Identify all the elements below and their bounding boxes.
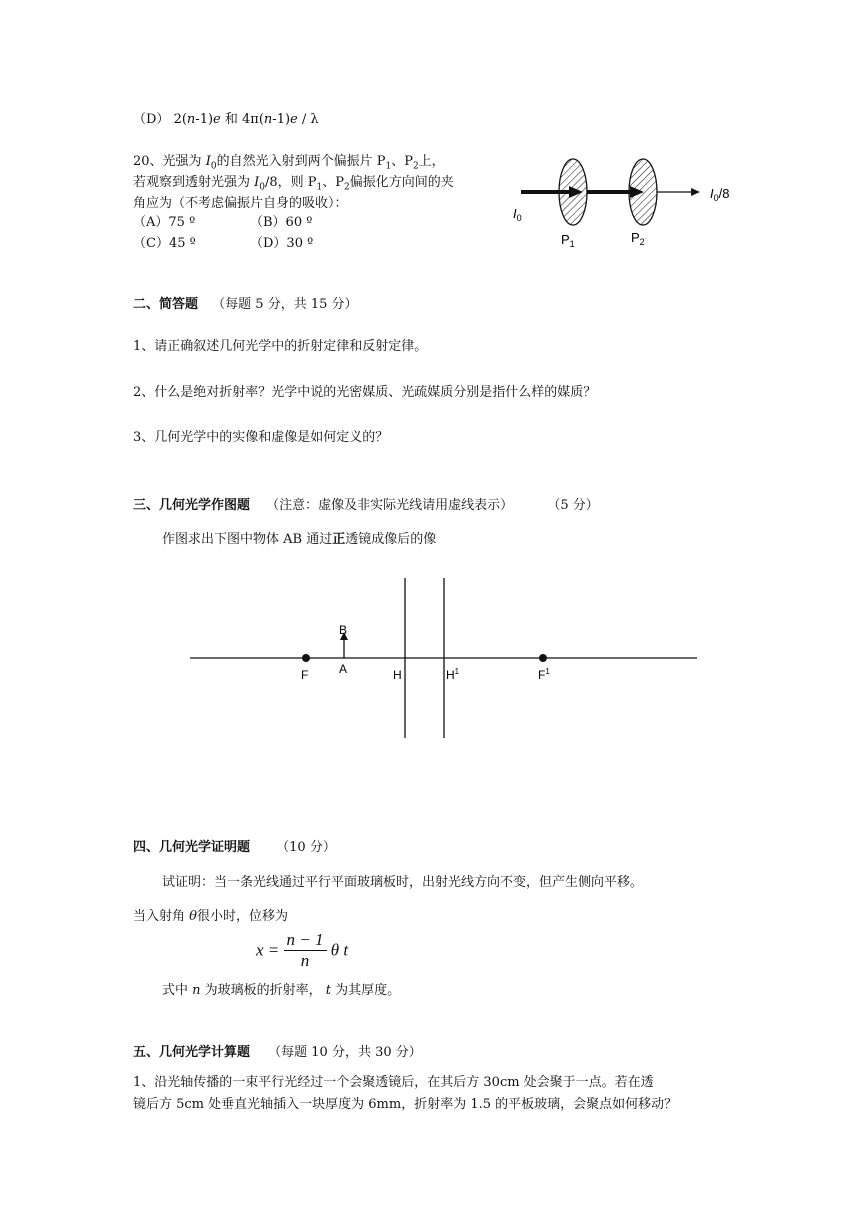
q20-option-b: （B）60 º — [250, 215, 313, 230]
section-4-line-2: 当入射角 θ很小时，位移为 — [133, 909, 288, 924]
section-3-heading: 三、几何光学作图题 （注意：虚像及非实际光线请用虚线表示） （5 分） — [133, 498, 599, 513]
displacement-formula: x = $\frac{n - 1}{n}$ θ t — [256, 930, 349, 970]
polarizer-p2 — [629, 159, 657, 225]
q20-option-d: （D）30 º — [250, 236, 314, 251]
q19-option-d: （D） 2(n-1)e 和 4π(n-1)e / λ — [133, 112, 319, 127]
label-h1: $H^1$ — [446, 667, 460, 682]
q20-line-2: 若观察到透射光强为 $I_0/8$，则 $P_1$、$P_2$偏振化方向间的夹 — [133, 175, 454, 193]
section-2-question-1: 1、请正确叙述几何光学中的折射定律和反射定律。 — [133, 339, 428, 354]
label-h: H — [393, 668, 402, 682]
section-5-question-1-line-2: 镜后方 5cm 处垂直光轴插入一块厚度为 6mm，折射率为 1.5 的平板玻璃，会聚点如何移动？ — [133, 1097, 678, 1112]
output-intensity-label: $I_0/8$ — [710, 186, 730, 203]
focal-point-f1 — [539, 654, 547, 662]
formula-fraction: $\frac{n - 1}{n}$ — [284, 930, 327, 971]
q20-option-a: （A）75 º — [133, 215, 196, 230]
input-intensity-label: $I_0$ — [513, 206, 522, 223]
label-f: F — [301, 668, 309, 682]
section-4-line-3: 式中 n 为玻璃板的折射率， t 为其厚度。 — [162, 983, 401, 998]
focal-point-f — [302, 654, 310, 662]
section-2-question-2: 2、什么是绝对折射率？光学中说的光密媒质、光疏媒质分别是指什么样的媒质？ — [133, 385, 597, 400]
section-4-line-1: 试证明：当一条光线通过平行平面玻璃板时，出射光线方向不变，但产生侧向平移。 — [162, 875, 644, 890]
polarizer-figure — [505, 148, 765, 258]
q20-line-3: 角应为（不考虑偏振片自身的吸收）： — [133, 196, 348, 211]
section-2-heading: 二、简答题 （每题 5 分，共 15 分） — [133, 297, 358, 312]
section-5-heading: 五、几何光学计算题 （每题 10 分，共 30 分） — [133, 1045, 422, 1060]
label-f1: $F^1$ — [538, 667, 550, 682]
polarizer-p1 — [559, 159, 587, 225]
lens-diagram — [180, 570, 710, 750]
section-2-question-3: 3、几何光学中的实像和虚像是如何定义的？ — [133, 430, 389, 445]
label-b: B — [339, 623, 348, 637]
q20-option-c: （C）45 º — [133, 236, 196, 251]
q20-line-1: 20、光强为 $I_0$的自然光入射到两个偏振片 $P_1$、$P_2$上， — [133, 154, 445, 172]
section-5-question-1-line-1: 1、沿光轴传播的一束平行光经过一个会聚透镜后，在其后方 30cm 处会聚于一点。若在透 — [133, 1075, 654, 1090]
label-a: A — [339, 662, 348, 676]
section-4-heading: 四、几何光学证明题 （10 分） — [133, 840, 336, 855]
section-3-instruction: 作图求出下图中物体 AB 通过正透镜成像后的像 — [162, 532, 437, 547]
p2-label: $P_2$ — [631, 230, 645, 247]
p1-label: $P_1$ — [561, 232, 575, 249]
